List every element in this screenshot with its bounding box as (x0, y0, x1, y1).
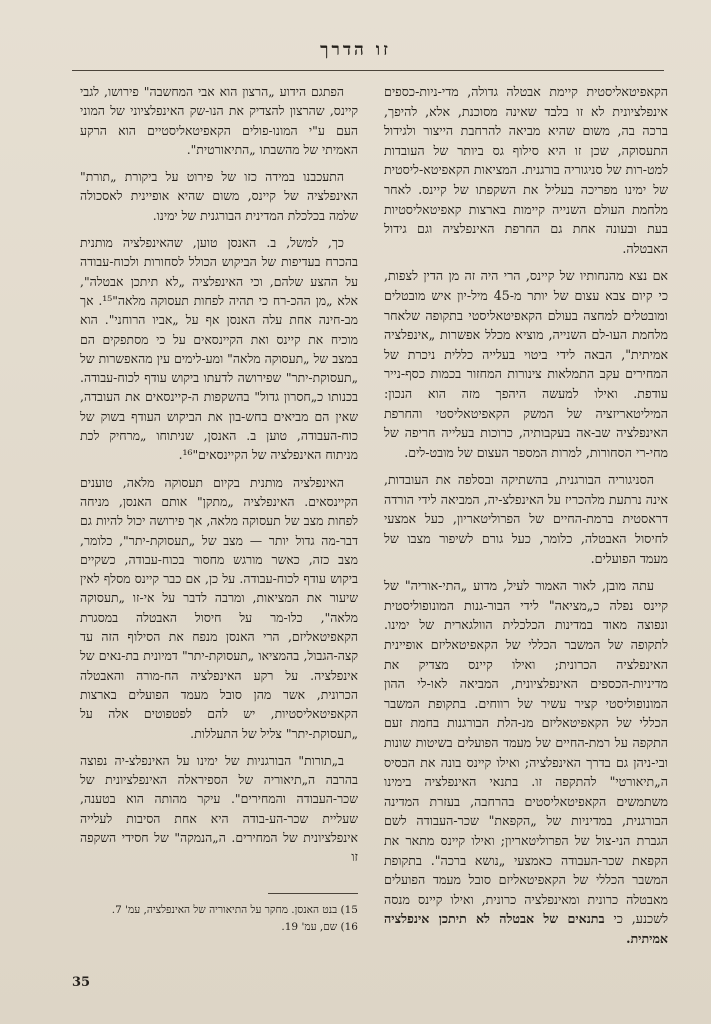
paragraph: כך, למשל, ב. האנסן טוען, שהאינפלציה מותנית בהכרח בעדיפות של הביקוש הכולל לסחורות ולכוח-עבודה על ההצע שלהם, וכי האינפלציה „לא תיתכן אבטלה", אלא „מן ההכ-רח כי תהיה לפחות תעסוקה מלאה"¹⁵. אך מב-חינה אחת עלה האנסן אף על „אביו הרוחני". הוא מוכיח את קיינס ואת הקיינסאים על כי מסתפקים הם במצב של „תעסוקה מלאה" ומע-לימים עין מהאפשרות של „תעסוקת-יתר" שפירושה לדעתו ביקוש עודף לכוח-עבודה. בכנותו כ„חסרון גדול" בהשקפות ה-קיינסאים את העובדה, שאין הם מביאים בחש-בון את הביקוש העודף בשוק של כוח-העבודה, טוען ב. האנסן, שניתוחו „מרחיק לכת מניתוח האינפלציה של הקיינסאים"¹⁶. (80, 235, 358, 463)
page-number: 35 (72, 975, 91, 990)
running-header: זו הדרך (320, 40, 391, 60)
footnotes (80, 902, 358, 936)
paragraph: התעכבנו במידה כזו של פירוט על ביקורת „תורת" האינפלציה של קיינס, משום שהיא אופיינית לאסכולה שלמה בכלכלת המדינית הבורגנית של ימינו. (80, 169, 358, 223)
left-column (80, 82, 358, 875)
paragraph: הפתגם הידוע „הרצון הוא אבי המחשבה" פירושו, לגבי קיינס, שהרצון להצדיק את הנו-שק האינפלציוני של המוני העם ע"י המונו-פולים הקאפיטאליסטיים הוא הרקע האמיתי של מהשבתו „התיאורטית". (80, 84, 358, 157)
emphasized-text: בתנאים של אבטלה לא תיתכן אינפלציה אמיתית. (384, 911, 668, 946)
right-column (384, 82, 668, 957)
paragraph: הסניגוריה הבורגנית, בהשתיקה ובסלפה את העובדות, אינה נרתעת מלהכריז על האינפלצ-יה, המביאה לידי הורדה דראסטית ברמת-החיים של הפרוליטאריון, כעל אמצעי לחיסול האבטלה, כלומר, כעל גורם לשיפור מצבו של מעמד הפועלים. (384, 472, 668, 566)
paragraph (384, 576, 668, 948)
paragraph-text: עתה מובן, לאור האמור לעיל, מדוע „התי-אוריה" של קיינס נפלה כ„מציאה" לידי הבור-גנות המונופוליסטית ונפוצה מאוד במדינות הכלכלית הוולגארית של ימינו. לתקופה של המשבר הכללי של הקאפיטאליזם אופיינית האינפלציה הכרונית; ואילו קיינס מצדיק את מדיניות-הכספים האינפלציונית, המביאה לאו-לי ההון המונופוליסטי קציר עשיר של רווחים. בתקופת המשבר הכללי של הקאפיטאליזם מנ-הלת הבורגנות בחמת זעם התקפה על רמת-החיים של מעמד הפועלים בשיטות שונות ובי-ניהן גם בדרך האינפלציה; ואילו קיינס בונה את הבסיס ה„תיאורטי" להתקפה זו. בתנאי האינפלציה בימינו משתמשים הקאפיטאליסטים בהרחבה, בעזרת המדינה הבורגנית, במדיניות של „הקפאת" שכר-העבודה לשם הגברת הני-צול של הפרוליטאריון; ואילו קיינס מתאר את הקפאת שכר-העבודה כאמצעי „נושא ברכה". בתקופת המשבר הכללי של הקאפיטאליזם סובל מעמד הפועלים מאבטלה כרונית ומאינפלציה כרונית, ואילו קיינס מנסה לשכנע, כי (384, 578, 668, 927)
paragraph: הקאפיטאליסטית קיימת אבטלה גדולה, מדי-ניות-כספים אינפלציונית לא זו בלבד שאינה מסוכנת, אלא, להיפך, ברכה בה, משום שהיא מביאה להרחבת הייצור ולגידול התעסוקה, שכן זו היא סילוף גס ביותר של העובדות למט-רות של סניגוריה בורגנית. המציאות הקאפיטא-ליסטית של ימינו מפריכה בעליל את השקפתו של קיינס. לאחר מלחמת העולם השנייה קיימות בארצות קאפיטאליסטיות בעת ובעונה אחת גם החרפת האינפלציה וגם גידול האבטלה. (384, 84, 668, 256)
header-rule (72, 70, 664, 71)
footnote-15: 15) בנט האנסן. מחקר על התיאוריה של האינפלציה, עמ' 7. (111, 904, 358, 916)
paragraph: אם נצא מהנחותיו של קיינס, הרי היה זה מן הדין לצפות, כי קיום צבא עצום של יותר מ-45 מיל-יון איש מובטלים ומובטלים למחצה בעולם הקאפיטאליסטי בתקופה שלאחר מלחמת העו-לם השנייה, מוציא מכלל אפשרות „אינפלציה אמיתית", הבאה לידי ביטוי בעלייה כללית ניכרת של המחירים עקב התמלאות צינורות המחזור בכמות כסף-נייר עודפת. ואילו למעשה היהפך מזה הוא הנכון: המיליטאריזציה של המשק הקאפיטאליסטי והחרפת האינפלציה שב-אה בעקבותיה, כרוכות בעלייה חריפה של מחי-רי הסחורות, למרות המספר העצום של מובט-לים. (384, 268, 668, 460)
paragraph: האינפלציה מותנית בקיום תעסוקה מלאה, טוענים הקיינסאים. האינפלציה „מתקן" אותם האנסן, מניחה לפחות מצב של תעסוקה מלאה, אך פירושה יכול להיות גם דבר-מה גדול יותר — מצב של „תעסוקת-יתר", כלומר, מצב כזה, כאשר מורגש מחסור בכוח-עבודה, כשקיים ביקוש עודף לכוח-עבודה. על כן, אם כבר קיינס מסלף לאין שיעור את המציאות, ומרבה לדבר על אי-זו „תעסוקה מלאה", כלו-מר על חיסול האבטלה במסגרת הקאפיטאליזם, הרי האנסן מנפח את הסילוף הזה עד קצה-הגבול, בהמציאו „תעסוקת-יתר" דמיונית בת-נאים של אינפלציה. על רקע האינפלציה הח-מורה והאבטלה הכרונית, אשר מהן סובל מעמד הפועלים בארצות הקאפיטאליסטיות, יש להם לפטפוטים אלה על „תעסוקת-יתר" צליל של התעללות. (80, 474, 358, 741)
paragraph: ב„תורות" הבורגניות של ימינו על האינפלצ-יה נפוצה בהרבה ה„תיאוריה של הספיראלה האינפלציונית של שכר-העבודה והמחירים". עיקר מהותה הוא בטענה, שעליית שכר-הע-בודה היא אחת הסיבות לעלייה אינפלציונית של המחירים. ה„הנמקה" של חסידי השקפה זו (80, 752, 358, 865)
footnote-rule (268, 893, 358, 894)
footnote-16: 16) שם, עמ' 19. (281, 921, 358, 933)
